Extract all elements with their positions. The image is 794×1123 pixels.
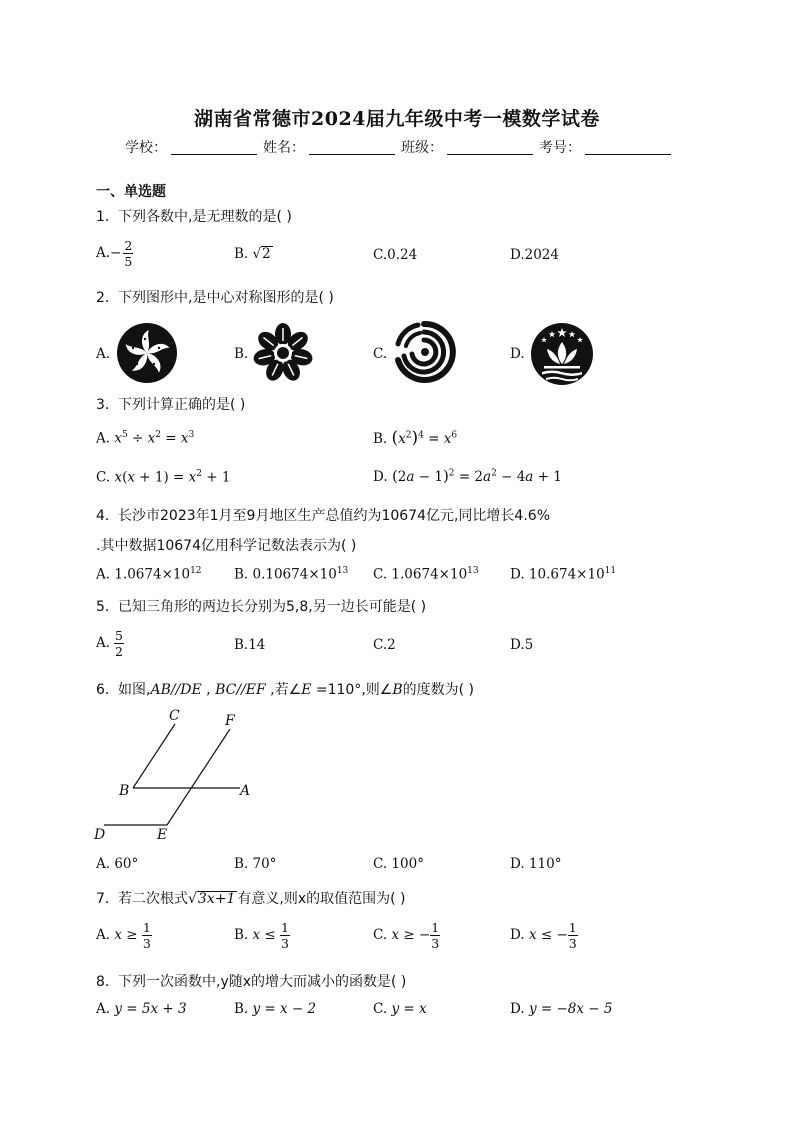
q8-option-d: D. y = −8x − 5 — [510, 1001, 613, 1017]
q7-option-c: C. x ≥ − $\frac{1}{3}$ — [373, 920, 440, 951]
question-1: 1．下列各数中,是无理数的是( ) — [96, 209, 292, 225]
question-7: 7．若二次根式√3x+1 有意义,则x的取值范围为( ) — [96, 891, 406, 907]
q2-option-c-label: C. — [373, 346, 388, 362]
label-d: D — [94, 827, 106, 843]
bauhinia-emblem-icon — [116, 322, 178, 384]
q1-option-a: A.− $\frac{2}{5}$ — [96, 238, 133, 269]
label-e: E — [157, 827, 168, 843]
q3-option-d: D. $(2a - 1)^2 = 2a^2 - 4a + 1$ — [373, 467, 562, 485]
question-4-line-2: .其中数据10674亿用科学记数法表示为( ) — [96, 538, 357, 554]
name-label: 姓名： — [263, 140, 305, 156]
section-heading: 一、单选题 — [96, 184, 166, 200]
label-c: C — [169, 708, 180, 724]
class-blank — [447, 140, 533, 155]
q1-option-d: D.2024 — [510, 247, 559, 263]
q7-option-a: A. x ≥ $\frac{1}{3}$ — [96, 920, 151, 951]
q3-option-a: A. $x^5 \div x^2 = x^3$ — [96, 430, 195, 447]
q1-option-c: C.0.24 — [373, 247, 418, 263]
question-6: 6．如图,AB//DE , BC//EF ,若∠E =110°,则∠B的度数为( ) — [96, 682, 474, 698]
label-b: B — [119, 783, 130, 799]
school-label: 学校： — [125, 140, 167, 156]
parallel-lines-figure — [90, 704, 260, 844]
q7-option-b: B. x ≤ $\frac{1}{3}$ — [234, 920, 289, 951]
student-info-row — [125, 137, 677, 157]
class-label: 班级： — [401, 140, 443, 156]
segment-bc — [133, 724, 175, 788]
page-title: 湖南省常德市2024届九年级中考一模数学试卷 — [194, 108, 600, 130]
question-4: 4．长沙市2023年1月至9月地区生产总值约为10674亿元,同比增长4.6% — [96, 508, 550, 524]
spiral-swirl-icon — [392, 320, 456, 384]
flower-emblem-icon — [252, 322, 314, 384]
q4-option-c: C. $1.0674\times 10^{13}$ — [373, 566, 479, 583]
q8-option-c: C. y = x — [373, 1001, 427, 1017]
question-3: 3．下列计算正确的是( ) — [96, 397, 246, 413]
q3-option-b: B. $(x^2)^4 = x^6$ — [373, 428, 458, 448]
q3-option-c: C. $x(x + 1) = x^2 + 1$ — [96, 469, 231, 486]
q8-option-b: B. y = x − 2 — [234, 1001, 317, 1017]
question-2: 2．下列图形中,是中心对称图形的是( ) — [96, 290, 334, 306]
q6-option-d: D. 110° — [510, 856, 562, 872]
label-f: F — [225, 713, 235, 729]
q2-option-b-label: B. — [234, 346, 249, 362]
q8-option-a: A. y = 5x + 3 — [96, 1001, 187, 1017]
q6-option-b: B. 70° — [234, 856, 277, 872]
q6-option-c: C. 100° — [373, 856, 424, 872]
question-8: 8．下列一次函数中,y随x的增大而减小的函数是( ) — [96, 974, 407, 990]
exam-number-label: 考号： — [539, 140, 581, 156]
q5-option-a: A. $\frac{5}{2}$ — [96, 628, 123, 659]
lotus-emblem-icon — [530, 322, 594, 386]
q4-option-d: D. $10.674\times 10^{11}$ — [510, 566, 617, 583]
exam-number-blank — [585, 140, 671, 155]
q5-option-b: B.14 — [234, 637, 266, 653]
school-blank — [171, 140, 257, 155]
q5-option-d: D.5 — [510, 637, 534, 653]
segment-ef — [167, 729, 230, 825]
name-blank — [309, 140, 395, 155]
q4-option-b: B. $0.10674\times 10^{13}$ — [234, 566, 349, 583]
q2-option-d-label: D. — [510, 346, 525, 362]
q7-option-d: D. x ≤ − $\frac{1}{3}$ — [510, 920, 577, 951]
q2-option-a-label: A. — [96, 346, 111, 362]
q6-option-a: A. 60° — [96, 856, 139, 872]
q4-option-a: A. $1.0674\times 10^{12}$ — [96, 566, 202, 583]
label-a: A — [240, 783, 251, 799]
q1-option-b: B. √2 — [234, 246, 271, 262]
question-5: 5．已知三角形的两边长分别为5,8,另一边长可能是( ) — [96, 599, 427, 615]
q5-option-c: C.2 — [373, 637, 396, 653]
